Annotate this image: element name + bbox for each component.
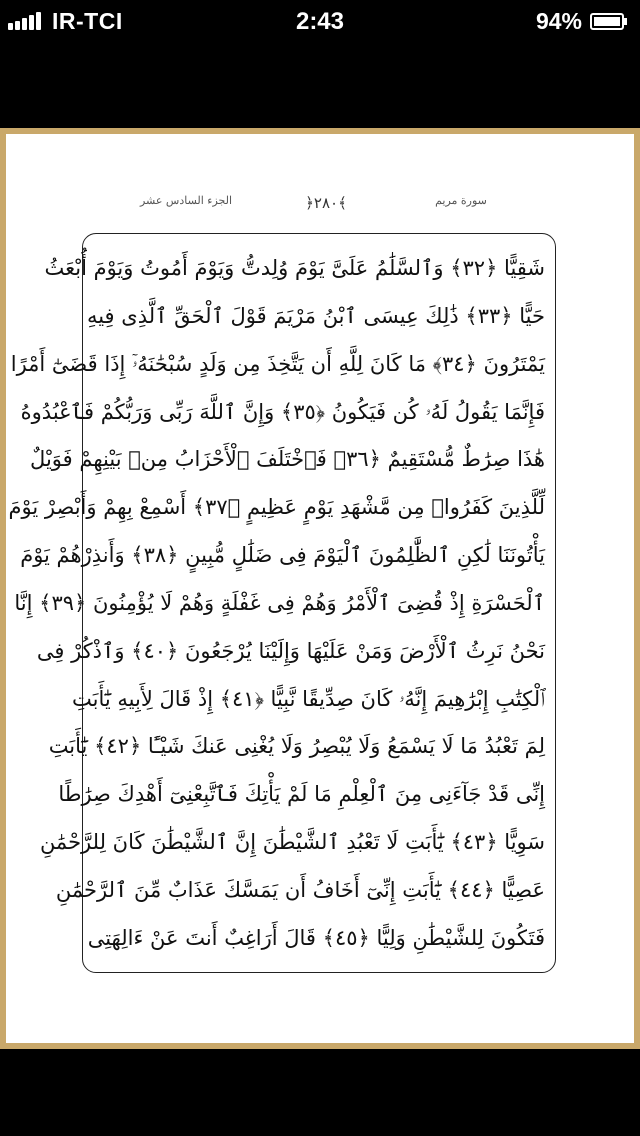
battery-percentage: 94% (535, 8, 582, 34)
verse-line: لِّلَّذِينَ كَفَرُوا۟ مِن مَّشْهَدِ يَوْمٍ عَظِيمٍ ﴿٣٧﴾ أَسْمِعْ بِهِمْ وَأَبْصِرْ يَوْمَ (8, 495, 545, 520)
verse-line: فَتَكُونَ لِلشَّيْطَٰنِ وَلِيًّا ﴿٤٥﴾ قَالَ أَرَاغِبٌ أَنتَ عَنْ ءَالِهَتِى (87, 925, 545, 950)
surah-title: سورة مريم (435, 194, 487, 207)
verse-line: حَيًّا ﴿٣٣﴾ ذَٰلِكَ عِيسَى ٱبْنُ مَرْيَمَ قَوْلَ ٱلْحَقِّ ٱلَّذِى فِيهِ (86, 303, 545, 328)
verse-line: فَإِنَّمَا يَقُولُ لَهُۥ كُن فَيَكُونُ ﴿٣٥﴾ وَإِنَّ ٱللَّهَ رَبِّى وَرَبُّكُمْ فَٱعْبُدُوهُ (20, 399, 545, 424)
verse-line: ٱلْكِتَٰبِ إِبْرَٰهِيمَ إِنَّهُۥ كَانَ صِدِّيقًا نَّبِيًّا ﴿٤١﴾ إِذْ قَالَ لِأَبِيهِ يَٰٓأَبَتِ (72, 686, 545, 711)
verse-line: نَحْنُ نَرِثُ ٱلْأَرْضَ وَمَنْ عَلَيْهَا وَإِلَيْنَا يُرْجَعُونَ ﴿٤٠﴾ وَٱذْكُرْ فِى (36, 638, 545, 663)
juz-title: الجزء السادس عشر (139, 194, 233, 207)
quran-text-frame (8, 233, 556, 973)
verse-lines (8, 248, 545, 958)
status-time: 2:43 (295, 8, 345, 35)
verse-line: يَمْتَرُونَ ﴿٣٤﴾ مَا كَانَ لِلَّهِ أَن يَتَّخِذَ مِن وَلَدٍ سُبْحَٰنَهُۥٓ إِذَا قَضَىٰٓ أَمْرًا (10, 351, 545, 376)
verse-line: يَأْتُونَنَا لَٰكِنِ ٱلظَّٰلِمُونَ ٱلْيَوْمَ فِى ضَلَٰلٍ مُّبِينٍ ﴿٣٨﴾ وَأَنذِرْهُمْ يَوْمَ (20, 543, 545, 568)
page-frame (0, 128, 640, 1049)
verse-line: إِنِّى قَدْ جَآءَنِى مِنَ ٱلْعِلْمِ مَا لَمْ يَأْتِكَ فَٱتَّبِعْنِىٓ أَهْدِكَ صِرَٰطًا (58, 782, 545, 807)
page-number: ﴿٢٨٠﴾ (305, 194, 347, 212)
verse-line: هَٰذَا صِرَٰطٌ مُّسْتَقِيمٌ ﴿٣٦﴾ فَٱخْتَلَفَ ٱلْأَحْزَابُ مِنۢ بَيْنِهِمْ فَوَيْلٌ (30, 447, 545, 472)
verse-line: لِمَ تَعْبُدُ مَا لَا يَسْمَعُ وَلَا يُبْصِرُ وَلَا يُغْنِى عَنكَ شَيْـًٔا ﴿٤٢﴾ يَٰٓأَبَتِ (48, 734, 545, 759)
verse-line: عَصِيًّا ﴿٤٤﴾ يَٰٓأَبَتِ إِنِّىٓ أَخَافُ أَن يَمَسَّكَ عَذَابٌ مِّنَ ٱلرَّحْمَٰنِ (55, 877, 545, 902)
bottom-bar (0, 1049, 640, 1136)
verse-line: سَوِيًّا ﴿٤٣﴾ يَٰٓأَبَتِ لَا تَعْبُدِ ٱلشَّيْطَٰنَ إِنَّ ٱلشَّيْطَٰنَ كَانَ لِلرَّحْمَٰنِ (39, 830, 545, 855)
page-header (6, 190, 634, 220)
carrier-name: IR-TCI (52, 8, 123, 34)
mushaf-page[interactable] (6, 134, 634, 1043)
battery-icon (590, 13, 628, 30)
verse-line: شَقِيًّا ﴿٣٢﴾ وَٱلسَّلَٰمُ عَلَىَّ يَوْمَ وُلِدتُّ وَيَوْمَ أَمُوتُ وَيَوْمَ أُبْعَثُ (44, 256, 545, 280)
verse-line: ٱلْحَسْرَةِ إِذْ قُضِىَ ٱلْأَمْرُ وَهُمْ فِى غَفْلَةٍ وَهُمْ لَا يُؤْمِنُونَ ﴿٣٩﴾ إِنَّا (14, 590, 545, 615)
status-bar (0, 0, 640, 40)
